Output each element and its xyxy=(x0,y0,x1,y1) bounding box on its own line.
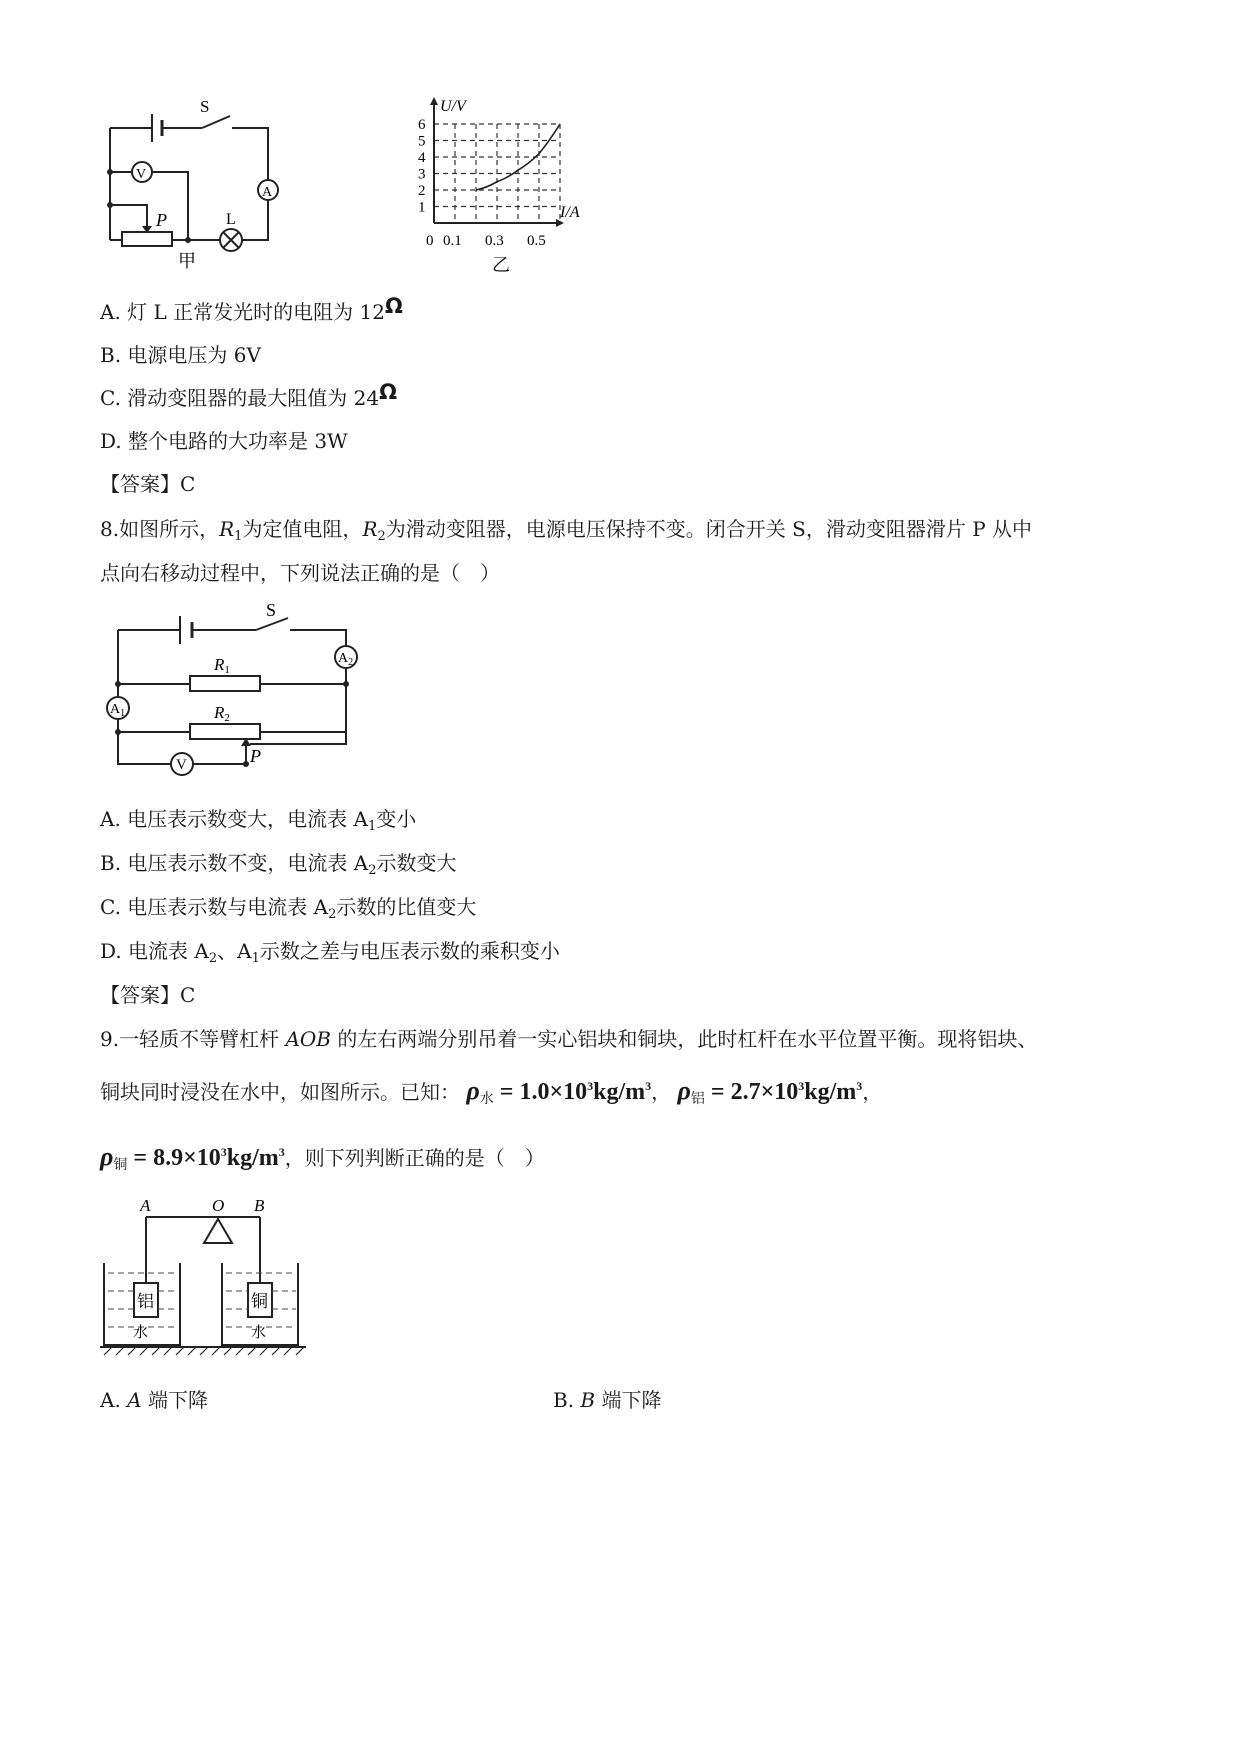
q9-option-a[interactable]: A. A 端下降 xyxy=(100,1388,208,1412)
y-tick-label: 1 xyxy=(418,199,426,216)
q7-option-b[interactable]: B. 电源电压为 6V xyxy=(100,343,261,367)
q9-stem-line1: 9.一轻质不等臂杠杆 AOB 的左右两端分别吊着一实心铝块和铜块，此时杠杆在水平位置平衡。现将铝块、 xyxy=(100,1027,1038,1051)
copper-block-label: 铜 xyxy=(251,1292,268,1311)
y-tick-label: 4 xyxy=(418,150,426,166)
circuit-figure-q8 xyxy=(100,598,370,783)
lever-point-a: A xyxy=(140,1196,151,1215)
voltmeter-label: V xyxy=(136,167,147,182)
aluminum-block-label: 铝 xyxy=(137,1292,154,1311)
x-tick-label: 0.1 xyxy=(443,233,462,249)
lever-point-o: O xyxy=(212,1196,225,1215)
ammeter-a2-label: $A_2$ xyxy=(338,651,354,668)
ammeter-a1-label: $A_1$ xyxy=(110,702,126,719)
lever-point-b: B xyxy=(254,1196,265,1215)
slider-label: P xyxy=(156,210,167,230)
water-label-right: 水 xyxy=(251,1325,267,1341)
omega-symbol: Ω xyxy=(384,294,403,318)
lever-figure xyxy=(100,1195,310,1365)
ammeter-label: A xyxy=(262,185,273,200)
y-tick-label: 5 xyxy=(418,133,426,150)
x-tick-label: 0 xyxy=(426,233,434,249)
x-tick-label: 0.3 xyxy=(485,233,504,249)
switch-label: S xyxy=(200,97,210,116)
q9-option-b[interactable]: B. B 端下降 xyxy=(553,1388,662,1412)
q8-option-c[interactable]: C. 电压表示数与电流表 $A_2$示数的比值变大 xyxy=(100,895,477,922)
voltmeter-label: V xyxy=(176,757,187,773)
y-tick-label: 2 xyxy=(418,183,426,199)
switch-label: S xyxy=(266,600,277,620)
q9-stem-line3: $\rho_铜 = 8.9\times 10^3kg/m^3$，则下列判断正确的是（ ） xyxy=(100,1142,545,1173)
q8-stem-line2: 点向右移动过程中，下列说法正确的是（ ） xyxy=(100,561,500,585)
slider-label: P xyxy=(250,746,261,766)
y-tick-label: 6 xyxy=(418,117,426,133)
lamp-label: L xyxy=(226,211,236,228)
circuit-figure-jia xyxy=(90,90,320,280)
q7-option-a[interactable]: A. 灯 L 正常发光时的电阻为 12Ω xyxy=(100,294,403,324)
density-water-formula: $\rho_水 = 1.0\times 10^3kg/m^3$ xyxy=(466,1076,652,1107)
density-copper-formula: $\rho_铜 = 8.9\times 10^3kg/m^3$ xyxy=(100,1142,285,1173)
density-aluminum-formula: $\rho_铝 = 2.7\times 10^3kg/m^3$ xyxy=(677,1076,863,1107)
x-tick-label: 0.5 xyxy=(527,233,546,249)
x-axis-label: I/A xyxy=(560,204,580,221)
q7-answer: 【答案】C xyxy=(100,472,196,496)
water-label-left: 水 xyxy=(133,1325,149,1341)
resistor-r2-label: R2 xyxy=(214,703,230,724)
ui-graph-figure xyxy=(410,95,600,275)
q7-option-d[interactable]: D. 整个电路的大功率是 3W xyxy=(100,429,348,453)
omega-symbol: Ω xyxy=(379,380,397,404)
q9-stem-line2: 铜块同时浸没在水中，如图所示。已知： $\rho_水 = 1.0\times 10^3kg/m^3$， $\rho_铝 = 2.7\times 10^3kg/m^3$， xyxy=(100,1076,883,1107)
q7-option-c[interactable]: C. 滑动变阻器的最大阻值为 24Ω xyxy=(100,380,397,410)
q8-option-d[interactable]: D. 电流表 $A_2$、$A_1$示数之差与电压表示数的乘积变小 xyxy=(100,939,560,966)
q8-option-b[interactable]: B. 电压表示数不变，电流表 $A_2$示数变大 xyxy=(100,851,457,878)
y-tick-label: 3 xyxy=(418,166,426,183)
q8-answer: 【答案】C xyxy=(100,983,196,1007)
q8-stem-line1: 8.如图所示，$R_1$为定值电阻，$R_2$为滑动变阻器，电源电压保持不变。闭合开关 S，滑动变阻器滑片 P 从中 xyxy=(100,517,1033,544)
y-axis-label: U/V xyxy=(440,98,466,115)
figure-caption-jia: 甲 xyxy=(178,251,196,271)
resistor-r1-label: R1 xyxy=(214,655,230,676)
q8-option-a[interactable]: A. 电压表示数变大，电流表 $A_1$变小 xyxy=(100,807,417,834)
figure-caption-yi: 乙 xyxy=(492,255,510,275)
